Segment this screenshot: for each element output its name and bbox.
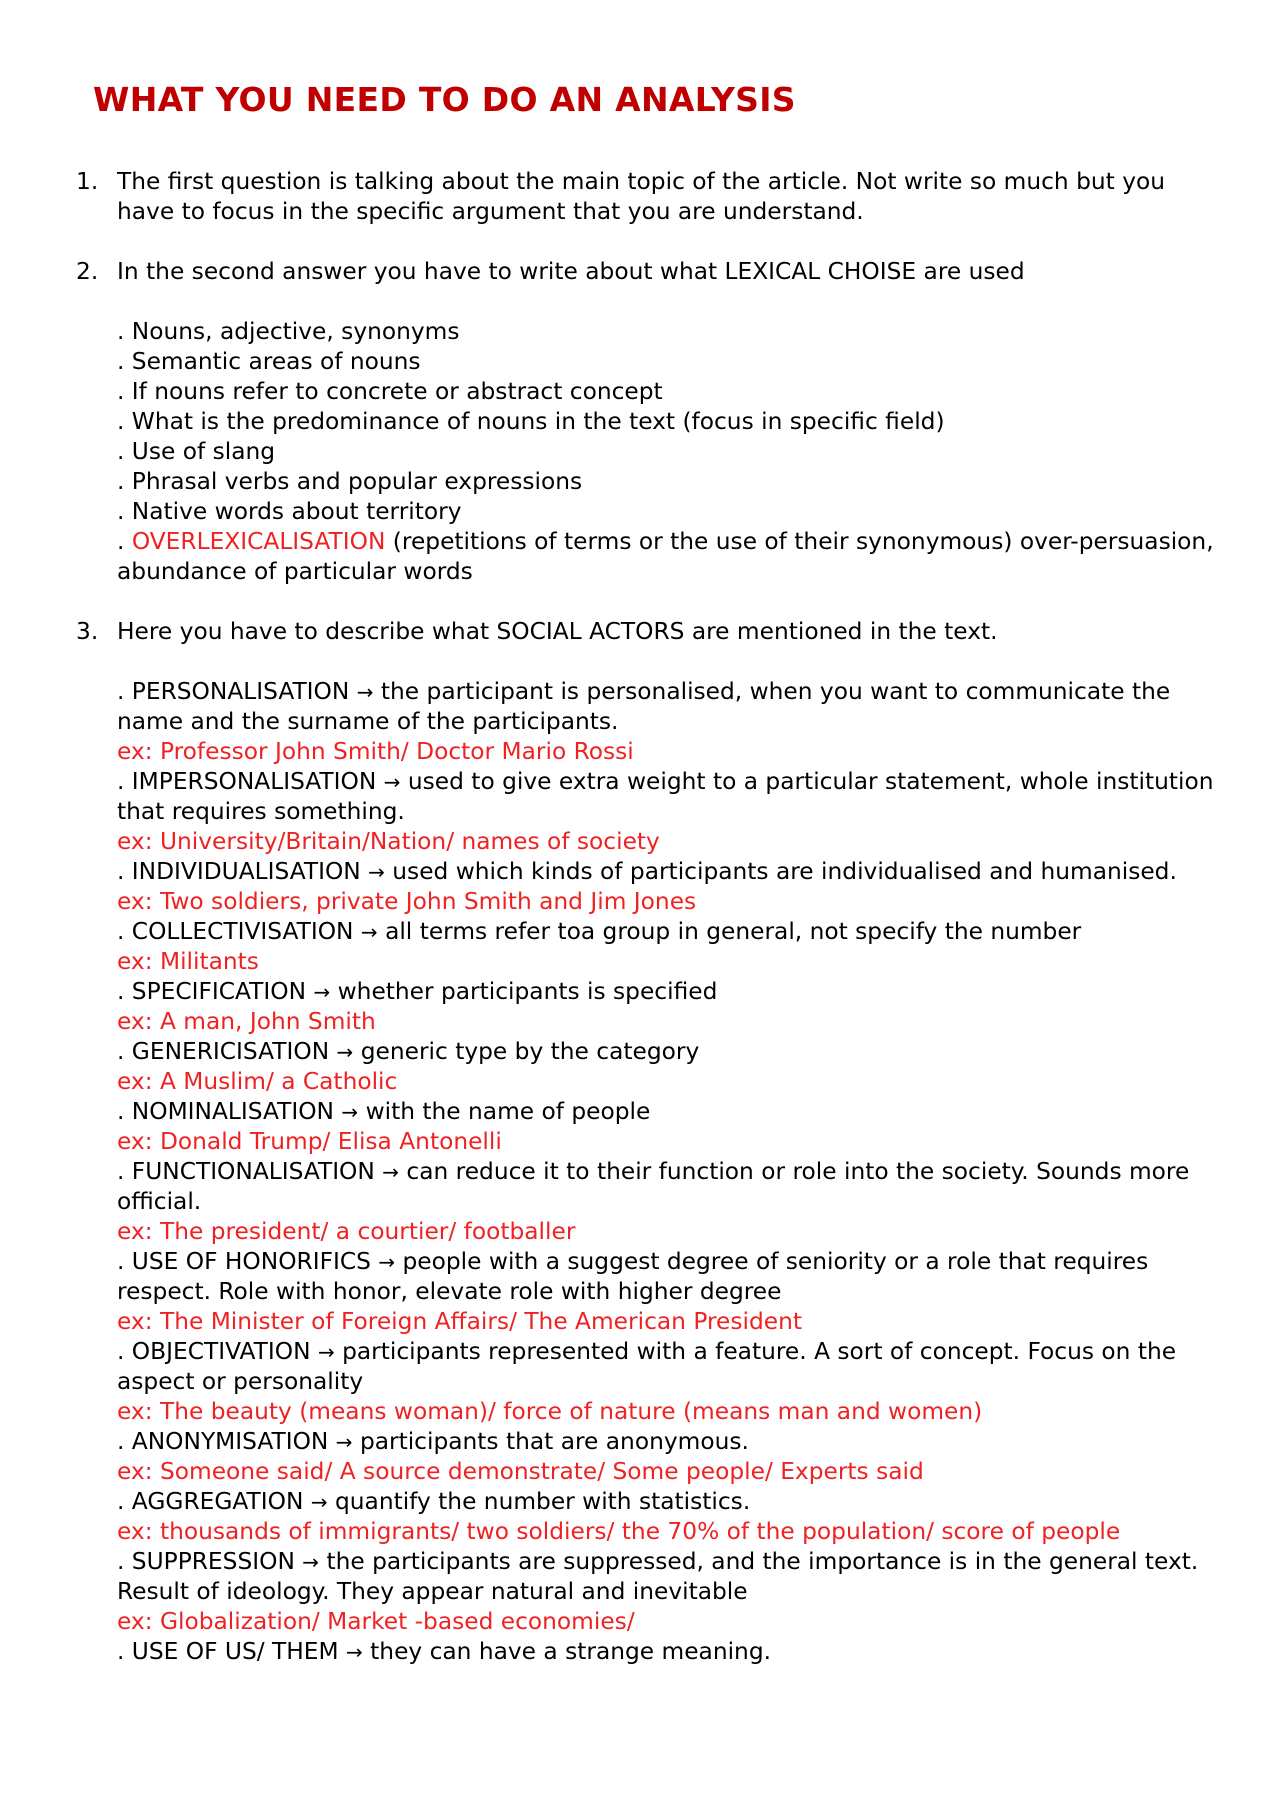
actor-entry: [117, 1427, 1216, 1457]
actor-label: . COLLECTIVISATION: [117, 918, 354, 945]
actor-description: the participant is personalised, when you want to communicate the name and the surname of the participants.: [117, 678, 1171, 735]
actor-description: people with a suggest degree of seniority or a role that requires respect. Role with honor, elevate role with higher degree: [117, 1248, 1149, 1305]
arrow-icon: →: [335, 1430, 353, 1454]
term-description: (repetitions of terms or the use of their synonymous) over-persuasion, abundance of particular words: [117, 528, 1214, 585]
actor-description: used which kinds of participants are individualised and humanised.: [392, 858, 1177, 885]
actor-description: used to give extra weight to a particular statement, whole institution that requires something.: [117, 768, 1214, 825]
question-number: 3.: [76, 618, 99, 645]
actor-label: . PERSONALISATION: [117, 678, 350, 705]
actor-label: . INDIVIDUALISATION: [117, 858, 361, 885]
actor-example: ex: The president/ a courtier/ footballer: [117, 1218, 576, 1245]
question-text: The first question is talking about the main topic of the article. Not write so much but you have to focus in the specific argument that you are understand.: [117, 168, 1165, 225]
actor-entry: [117, 977, 1216, 1007]
actor-entry: [117, 857, 1216, 887]
actor-entry: [117, 1247, 1216, 1307]
actor-example: ex: Militants: [117, 948, 259, 975]
actor-entry: [117, 1337, 1216, 1397]
actor-description: they can have a strange meaning.: [370, 1638, 772, 1665]
question-1: [76, 167, 1216, 227]
actor-label: . USE OF US/ THEM: [117, 1638, 339, 1665]
arrow-icon: →: [336, 1040, 354, 1064]
actor-entry: [117, 767, 1216, 827]
actor-example: ex: The Minister of Foreign Affairs/ The American President: [117, 1308, 802, 1335]
actor-entry: [117, 1637, 1216, 1667]
arrow-icon: →: [341, 1100, 359, 1124]
arrow-icon: →: [302, 1550, 320, 1574]
actor-label: . NOMINALISATION: [117, 1098, 334, 1125]
actor-example: ex: University/Britain/Nation/ names of society: [117, 828, 660, 855]
actor-description: with the name of people: [365, 1098, 651, 1125]
list-item: . Native words about territory: [117, 498, 462, 525]
list-item: . If nouns refer to concrete or abstract concept: [117, 378, 663, 405]
actor-description: participants represented with a feature. A sort of concept. Focus on the aspect or personality: [117, 1338, 1177, 1395]
actor-entry: [117, 1097, 1216, 1127]
actor-label: . OBJECTIVATION: [117, 1338, 311, 1365]
actor-description: the participants are suppressed, and the importance is in the general text. Result of ideology. They appear natural and inevitable: [117, 1548, 1199, 1605]
arrow-icon: →: [382, 1160, 399, 1184]
actor-entry: [117, 1547, 1216, 1607]
actor-entry: [117, 1037, 1216, 1067]
question-3: [76, 617, 1216, 1667]
actor-example: ex: A Muslim/ a Catholic: [117, 1068, 398, 1095]
actor-example: ex: Someone said/ A source demonstrate/ Some people/ Experts said: [117, 1458, 924, 1485]
actor-description: generic type by the category: [360, 1038, 700, 1065]
question-text: In the second answer you have to write about what LEXICAL CHOISE are used: [117, 258, 1025, 285]
list-item: . Nouns, adjective, synonyms: [117, 318, 460, 345]
document-body: [76, 167, 1216, 1667]
actor-example: ex: thousands of immigrants/ two soldiers/ the 70% of the population/ score of people: [117, 1518, 1121, 1545]
actor-example: ex: Globalization/ Market -based economies/: [117, 1608, 635, 1635]
actor-label: . SUPPRESSION: [117, 1548, 295, 1575]
arrow-icon: →: [383, 770, 401, 794]
actor-label: . IMPERSONALISATION: [117, 768, 377, 795]
arrow-icon: →: [368, 860, 385, 884]
actor-label: . GENERICISATION: [117, 1038, 330, 1065]
question-number: 2.: [76, 258, 99, 285]
actor-label: . SPECIFICATION: [117, 978, 307, 1005]
actor-example: ex: A man, John Smith: [117, 1008, 376, 1035]
list-item: . Use of slang: [117, 438, 276, 465]
arrow-icon: →: [356, 680, 374, 704]
arrow-icon: →: [313, 980, 331, 1004]
actor-entry: [117, 677, 1216, 737]
actor-entry: [117, 917, 1216, 947]
actor-description: quantify the number with statistics.: [334, 1488, 751, 1515]
actor-entry: [117, 1157, 1216, 1217]
arrow-icon: →: [310, 1490, 328, 1514]
actor-label: . FUNCTIONALISATION: [117, 1158, 375, 1185]
actor-example: ex: Professor John Smith/ Doctor Mario Rossi: [117, 738, 634, 765]
actor-description: can reduce it to their function or role into the society. Sounds more official.: [117, 1158, 1190, 1215]
question-2: [76, 257, 1216, 587]
list-item-overlexicalisation: [117, 527, 1216, 587]
actor-label: . ANONYMISATION: [117, 1428, 329, 1455]
arrow-icon: →: [317, 1340, 335, 1364]
actor-entry: [117, 1487, 1216, 1517]
actor-description: whether participants is specified: [337, 978, 718, 1005]
actor-example: ex: Two soldiers, private John Smith and Jim Jones: [117, 888, 697, 915]
page-title: WHAT YOU NEED TO DO AN ANALYSIS: [93, 80, 796, 119]
actor-description: all terms refer toa group in general, not specify the number: [385, 918, 1082, 945]
arrow-icon: →: [346, 1640, 363, 1664]
actor-example: ex: The beauty (means woman)/ force of nature (means man and women): [117, 1398, 983, 1425]
list-item: . Semantic areas of nouns: [117, 348, 421, 375]
list-bullet: .: [117, 528, 132, 555]
arrow-icon: →: [360, 920, 378, 944]
question-number: 1.: [76, 168, 99, 195]
highlighted-term: OVERLEXICALISATION: [131, 528, 386, 555]
arrow-icon: →: [378, 1250, 396, 1274]
actor-example: ex: Donald Trump/ Elisa Antonelli: [117, 1128, 502, 1155]
actor-label: . USE OF HONORIFICS: [117, 1248, 371, 1275]
actor-label: . AGGREGATION: [117, 1488, 304, 1515]
list-item: . What is the predominance of nouns in the text (focus in specific field): [117, 408, 945, 435]
list-item: . Phrasal verbs and popular expressions: [117, 468, 583, 495]
actor-description: participants that are anonymous.: [359, 1428, 749, 1455]
question-text: Here you have to describe what SOCIAL ACTORS are mentioned in the text.: [117, 618, 998, 645]
